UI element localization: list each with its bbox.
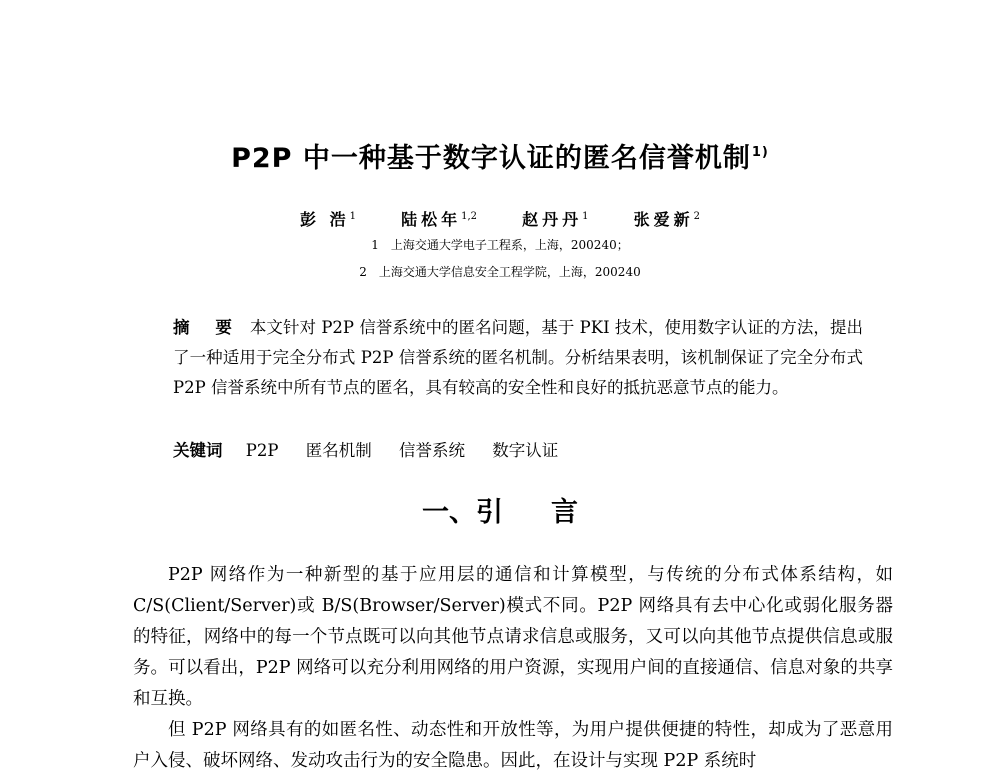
- section-title-char: 言: [551, 497, 578, 528]
- author-affil-mark: 1,2: [461, 211, 477, 222]
- keywords-label: 关键词: [173, 441, 223, 460]
- abstract: [173, 313, 863, 403]
- paragraph: 但 P2P 网络具有的如匿名性、动态性和开放性等，为用户提供便捷的特性，却成为了恶意用户入侵、破坏网络、发动攻击行为的安全隐患。因此，在设计与实现 P2P 系统时: [133, 720, 893, 771]
- abstract-label: 摘 要: [173, 318, 242, 337]
- title-footnote-mark: 1): [751, 145, 769, 160]
- affiliation-number: 1: [371, 238, 379, 252]
- paper-title: [0, 141, 1000, 177]
- keyword: P2P: [245, 441, 279, 460]
- author-name: 彭 浩: [300, 210, 350, 229]
- keywords: [173, 436, 863, 466]
- author-2: [401, 208, 477, 232]
- author-1: [300, 208, 356, 232]
- affiliation-text: 上海交通大学信息安全工程学院，上海，200240: [378, 265, 641, 279]
- affiliation-1: [0, 236, 1000, 254]
- author-affil-mark: 1: [582, 211, 589, 222]
- section-number: 一、: [422, 497, 476, 528]
- author-name: 赵丹丹: [522, 210, 583, 229]
- paragraph: P2P 网络作为一种新型的基于应用层的通信和计算模型，与传统的分布式体系结构，如 C/S(Client/Server)或 B/S(Browser/Server)模式不同。P2P 网络具有去中心化或弱化服务器的特征，网络中的每一个节点既可以向其他节点请求信息或服务，又可以向其他节点提供信息或服务。可以看出，P2P 网络可以充分利用网络的用户资源，实现用户间的直接通信、信息对象的共享和互换。: [133, 565, 893, 709]
- title-text: P2P 中一种基于数字认证的匿名信誉机制: [231, 143, 751, 174]
- author-affil-mark: 1: [349, 211, 356, 222]
- author-list: [0, 208, 1000, 232]
- abstract-text: 本文针对 P2P 信誉系统中的匿名问题，基于 PKI 技术，使用数字认证的方法，提出了一种适用于完全分布式 P2P 信誉系统的匿名机制。分析结果表明，该机制保证了完全分布式 P2P 信誉系统中所有节点的匿名，具有较高的安全性和良好的抵抗恶意节点的能力。: [173, 318, 863, 397]
- section-heading: [0, 495, 1000, 531]
- affiliation-2: [0, 263, 1000, 281]
- affiliation-text: 上海交通大学电子工程系，上海，200240；: [390, 238, 629, 252]
- author-name: 陆松年: [401, 210, 462, 229]
- author-affil-mark: 2: [693, 211, 700, 222]
- body-text: [133, 560, 893, 777]
- author-3: [522, 208, 588, 232]
- keyword: 匿名机制: [305, 441, 372, 460]
- keyword: 信誉系统: [398, 441, 465, 460]
- keyword: 数字认证: [492, 441, 559, 460]
- affiliation-number: 2: [359, 265, 367, 279]
- author-4: [634, 208, 700, 232]
- section-title-char: 引: [476, 497, 503, 528]
- author-name: 张爱新: [633, 210, 694, 229]
